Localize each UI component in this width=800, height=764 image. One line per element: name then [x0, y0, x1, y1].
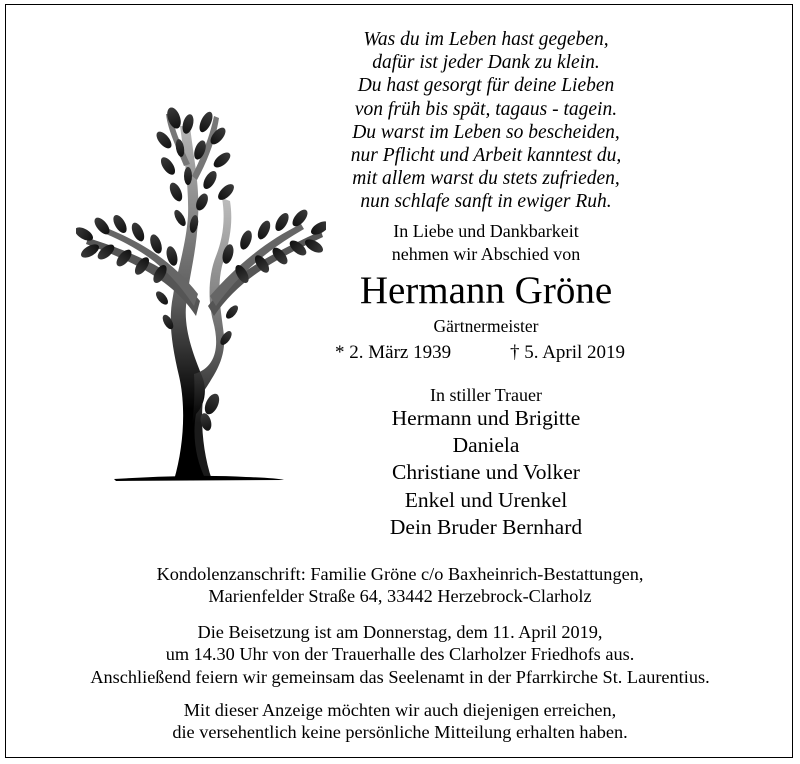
poem-line: von früh bis spät, tagaus - tagein. — [354, 98, 618, 120]
poem-line: dafür ist jeder Dank zu klein. — [372, 52, 600, 74]
deceased-name: Hermann Gröne — [359, 269, 613, 312]
poem — [296, 28, 676, 214]
intro-line-2: nehmen wir Abschied von — [391, 244, 581, 264]
death-date: † 5. April 2019 — [510, 342, 626, 363]
note-line-1: Mit dieser Anzeige möchten wir auch diejenigen erreichen, — [183, 700, 617, 720]
note-line-2: die versehentlich keine persönliche Mitteilung erhalten haben. — [172, 722, 628, 743]
tree-cross-icon — [76, 106, 326, 486]
funeral-info — [0, 621, 800, 688]
mourning-heading: In stiller Trauer — [430, 385, 542, 405]
mourner-name: Enkel und Urenkel — [404, 487, 568, 512]
deceased-profession: Gärtnermeister — [433, 316, 539, 336]
mourner-name: Christiane und Volker — [392, 460, 580, 485]
mourner-name: Daniela — [452, 433, 520, 458]
mourner-name: Dein Bruder Bernhard — [389, 514, 583, 539]
intro-text — [296, 220, 676, 266]
poem-line: nun schlafe sanft in ewiger Ruh. — [360, 191, 612, 213]
birth-date: * 2. März 1939 — [335, 342, 452, 363]
poem-line: Du hast gesorgt für deine Lieben — [357, 75, 615, 97]
funeral-line-3: Anschließend feiern wir gemeinsam das Seelenamt in der Pfarrkirche St. Laurentius. — [90, 666, 710, 687]
funeral-line-2: um 14.30 Uhr von der Trauerhalle des Clarholzer Friedhofs aus. — [165, 644, 635, 665]
address-line-1: Kondolenzanschrift: Familie Gröne c/o Baxheinrich-Bestattungen, — [156, 564, 644, 584]
poem-line: mit allem warst du stets zufrieden, — [352, 168, 620, 190]
poem-line: Was du im Leben hast gegeben, — [363, 29, 609, 50]
intro-line-1: In Liebe und Dankbarkeit — [393, 221, 579, 241]
address-line-2: Marienfelder Straße 64, 33442 Herzebrock-Clarholz — [208, 586, 592, 607]
condolence-address — [0, 563, 800, 608]
poem-line: nur Pflicht und Arbeit kanntest du, — [350, 145, 622, 167]
funeral-line-1: Die Beisetzung ist am Donnerstag, dem 11. April 2019, — [197, 622, 603, 642]
poem-line: Du warst im Leben so bescheiden, — [352, 121, 620, 143]
mourner-name: Hermann und Brigitte — [391, 406, 581, 430]
mourners-list — [296, 405, 676, 541]
closing-note — [0, 699, 800, 744]
